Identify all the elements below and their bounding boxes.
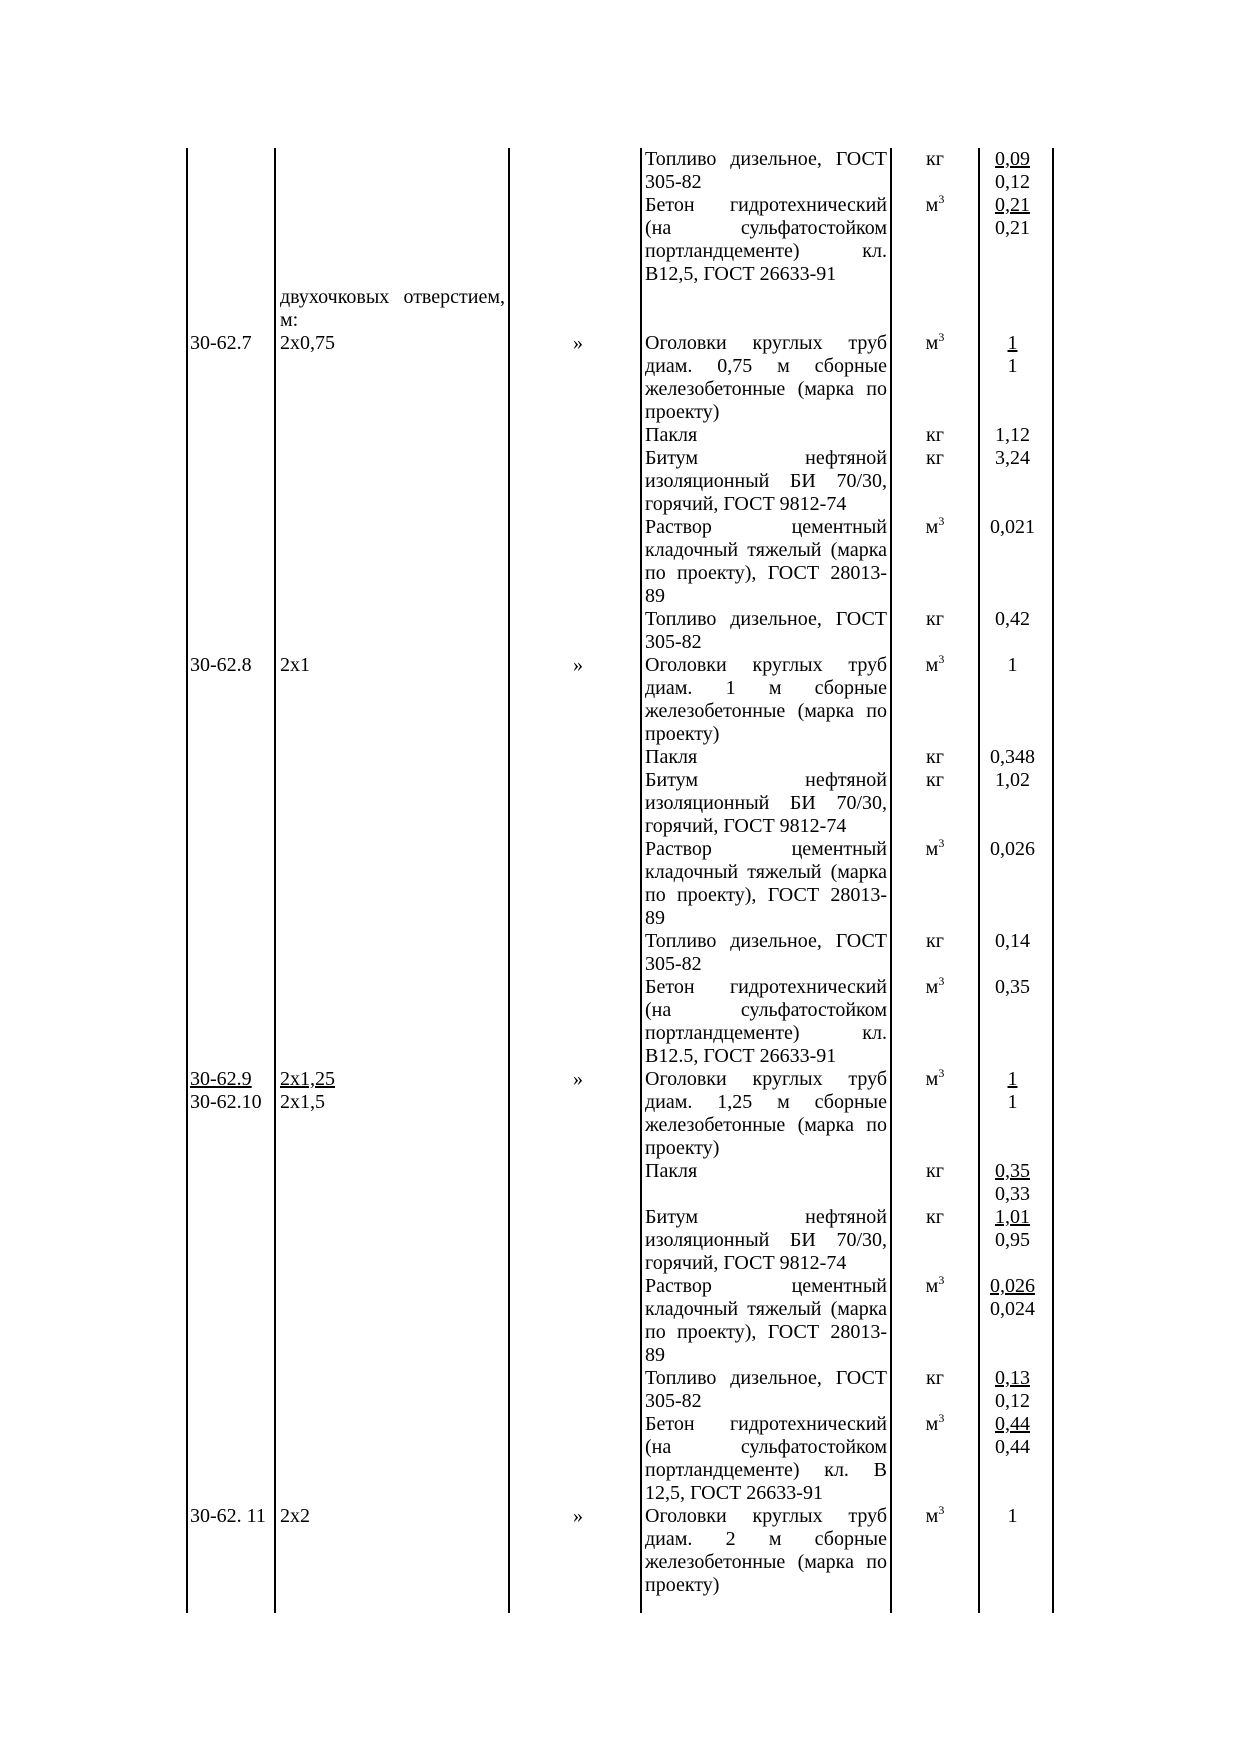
value-line: 0,026: [990, 1275, 1035, 1297]
row-size: 2х0,75: [280, 332, 335, 354]
material-line: 305-82: [645, 631, 702, 653]
value-line: 0,21: [995, 217, 1030, 239]
value-line: 1: [1007, 332, 1018, 354]
value-line: 0,95: [995, 1229, 1030, 1251]
value-line: 0,35: [995, 976, 1030, 998]
row-value: [975, 930, 1050, 953]
row-unit: [895, 148, 975, 171]
row-unit: [895, 746, 975, 769]
row-value: [975, 1275, 1050, 1321]
material-line: Бетон гидротехнический: [645, 976, 887, 998]
unit-exponent: 3: [938, 1273, 945, 1287]
size-header-text: двухочковых отверстием, м:: [280, 286, 505, 331]
material-line: изоляционный БИ 70/30,: [645, 1229, 887, 1251]
row-unit: [895, 769, 975, 792]
row-ditto-mark: »: [573, 1505, 583, 1527]
material-line: Топливо дизельное, ГОСТ: [645, 608, 887, 630]
row-value: [975, 769, 1050, 792]
column-divider: [1052, 148, 1054, 1613]
material-line: Топливо дизельное, ГОСТ: [645, 1367, 887, 1389]
unit-exponent: 3: [938, 974, 945, 988]
row-code: 30-62.8: [190, 654, 252, 676]
material-line: Оголовки круглых труб: [645, 1505, 887, 1527]
material-line: Оголовки круглых труб: [645, 1068, 887, 1090]
material-line: портландцементе) кл.: [645, 240, 887, 262]
unit-text: кг: [926, 148, 944, 170]
row-material: [645, 332, 887, 424]
unit-text: м: [925, 332, 939, 354]
unit-text: м: [925, 1275, 939, 1297]
row-ditto-mark: »: [573, 1068, 583, 1090]
row-unit: [895, 516, 975, 539]
row-unit: [895, 424, 975, 447]
material-line: диам. 1 м сборные: [645, 677, 887, 699]
value-line: 3,24: [995, 447, 1030, 469]
material-line: Битум нефтяной: [645, 1206, 887, 1228]
row-material: [645, 1068, 887, 1160]
value-line: 0,026: [990, 838, 1035, 860]
material-line: 305-82: [645, 953, 702, 975]
row-size: 2х2: [280, 1505, 310, 1527]
material-line: Топливо дизельное, ГОСТ: [645, 148, 887, 170]
value-line: 0,024: [990, 1298, 1035, 1320]
row-material: [645, 930, 887, 976]
row-code: 30-62.7: [190, 332, 252, 354]
unit-text: кг: [926, 1206, 944, 1228]
row-value: [975, 1505, 1050, 1528]
value-line: 1,02: [995, 769, 1030, 791]
material-line: 89: [645, 585, 665, 607]
material-line: диам. 0,75 м сборные: [645, 355, 887, 377]
unit-text: кг: [926, 1367, 944, 1389]
material-line: Раствор цементный: [645, 838, 887, 860]
material-line: В12,5, ГОСТ 26633-91: [645, 263, 837, 285]
material-line: Оголовки круглых труб: [645, 654, 887, 676]
material-line: Бетон гидротехнический: [645, 194, 887, 216]
value-line: 0,44: [995, 1436, 1030, 1458]
value-line: 0,021: [990, 516, 1035, 538]
material-line: горячий, ГОСТ 9812-74: [645, 815, 847, 837]
unit-text: м: [925, 1505, 939, 1527]
row-value: [975, 424, 1050, 447]
row-unit: [895, 930, 975, 953]
material-line: 305-82: [645, 1390, 702, 1412]
row-material: [645, 1160, 887, 1183]
row-value: [975, 1413, 1050, 1459]
row-value: [975, 608, 1050, 631]
value-line: 1: [1007, 1505, 1018, 1527]
row-code: 30-62.9: [190, 1068, 252, 1090]
value-line: 0,13: [995, 1367, 1030, 1389]
unit-text: кг: [926, 746, 944, 768]
unit-text: кг: [926, 424, 944, 446]
value-line: 0,42: [995, 608, 1030, 630]
value-line: 1: [1007, 1091, 1018, 1113]
material-line: железобетонные (марка по: [645, 1114, 887, 1136]
unit-exponent: 3: [938, 330, 945, 344]
material-line: Пакля: [645, 746, 698, 768]
row-code: 30-62. 11: [190, 1505, 266, 1527]
material-line: железобетонные (марка по: [645, 700, 887, 722]
row-size: 2х1: [280, 654, 310, 676]
material-line: Битум нефтяной: [645, 769, 887, 791]
material-line: Топливо дизельное, ГОСТ: [645, 930, 887, 952]
material-line: Пакля: [645, 424, 698, 446]
row-material: [645, 654, 887, 746]
row-unit: [895, 1206, 975, 1229]
unit-exponent: 3: [938, 514, 945, 528]
value-line: 0,12: [995, 171, 1030, 193]
material-line: по проекту), ГОСТ 28013-: [645, 1321, 887, 1343]
material-line: проекту): [645, 1137, 720, 1159]
row-unit: [895, 1413, 975, 1436]
row-unit: [895, 1068, 975, 1091]
unit-exponent: 3: [938, 1503, 945, 1517]
material-line: Раствор цементный: [645, 516, 887, 538]
material-line: Битум нефтяной: [645, 447, 887, 469]
material-line: кладочный тяжелый (марка: [645, 539, 887, 561]
row-unit: [895, 447, 975, 470]
column-divider: [640, 148, 642, 1613]
row-value: [975, 148, 1050, 194]
row-material: [645, 424, 887, 447]
unit-text: м: [925, 838, 939, 860]
row-material: [645, 1413, 887, 1505]
material-line: проекту): [645, 723, 720, 745]
material-line: диам. 2 м сборные: [645, 1528, 887, 1550]
material-line: (на сульфатостойком: [645, 999, 887, 1021]
column-divider: [890, 148, 892, 1613]
row-unit: [895, 194, 975, 217]
value-line: 0,33: [995, 1183, 1030, 1205]
material-line: Пакля: [645, 1160, 698, 1182]
row-size: 2х1,25: [280, 1068, 335, 1090]
unit-exponent: 3: [938, 1066, 945, 1080]
material-line: 305-82: [645, 171, 702, 193]
value-line: 0,21: [995, 194, 1030, 216]
value-line: 1,01: [995, 1206, 1030, 1228]
unit-text: м: [925, 194, 939, 216]
unit-text: м: [925, 1068, 939, 1090]
unit-exponent: 3: [938, 836, 945, 850]
material-line: Бетон гидротехнический: [645, 1413, 887, 1435]
row-value: [975, 194, 1050, 240]
material-line: 89: [645, 907, 665, 929]
row-material: [645, 447, 887, 516]
row-material: [645, 1367, 887, 1413]
column-divider: [508, 148, 510, 1613]
row-material: [645, 976, 887, 1068]
column-divider: [186, 148, 188, 1613]
material-line: Оголовки круглых труб: [645, 332, 887, 354]
value-line: 1,12: [995, 424, 1030, 446]
material-line: кладочный тяжелый (марка: [645, 1298, 887, 1320]
material-line: 12,5, ГОСТ 26633-91: [645, 1482, 823, 1504]
row-unit: [895, 1505, 975, 1528]
row-material: [645, 1275, 887, 1367]
row-value: [975, 976, 1050, 999]
value-line: 1: [1007, 355, 1018, 377]
column-divider: [274, 148, 276, 1613]
material-line: портландцементе) кл.: [645, 1022, 887, 1044]
material-line: Раствор цементный: [645, 1275, 887, 1297]
value-line: 0,348: [990, 746, 1035, 768]
value-line: 0,44: [995, 1413, 1030, 1435]
row-value: [975, 1206, 1050, 1252]
row-material: [645, 769, 887, 838]
material-line: горячий, ГОСТ 9812-74: [645, 1252, 847, 1274]
material-line: горячий, ГОСТ 9812-74: [645, 493, 847, 515]
value-line: 0,12: [995, 1390, 1030, 1412]
value-line: 0,09: [995, 148, 1030, 170]
unit-text: кг: [926, 447, 944, 469]
material-line: железобетонные (марка по: [645, 1551, 887, 1573]
row-unit: [895, 1275, 975, 1298]
material-line: железобетонные (марка по: [645, 378, 887, 400]
row-unit: [895, 654, 975, 677]
unit-text: кг: [926, 1160, 944, 1182]
row-ditto-mark: »: [573, 332, 583, 354]
row-unit: [895, 976, 975, 999]
material-line: по проекту), ГОСТ 28013-: [645, 884, 887, 906]
row-value: [975, 1160, 1050, 1206]
row-material: [645, 746, 887, 769]
unit-text: кг: [926, 769, 944, 791]
row-material: [645, 838, 887, 930]
material-line: проекту): [645, 1574, 720, 1596]
row-unit: [895, 332, 975, 355]
unit-text: м: [925, 654, 939, 676]
row-value: [975, 746, 1050, 769]
row-value: [975, 838, 1050, 861]
row-material: [645, 1206, 887, 1275]
value-line: 0,14: [995, 930, 1030, 952]
row-size: 2х1,5: [280, 1091, 325, 1113]
row-value: [975, 1367, 1050, 1413]
material-line: изоляционный БИ 70/30,: [645, 792, 887, 814]
row-value: [975, 516, 1050, 539]
unit-text: м: [925, 516, 939, 538]
row-value: [975, 654, 1050, 677]
row-value: [975, 1068, 1050, 1114]
unit-exponent: 3: [938, 652, 945, 666]
unit-text: м: [925, 1413, 939, 1435]
row-unit: [895, 838, 975, 861]
material-line: (на сульфатостойком: [645, 217, 887, 239]
unit-exponent: 3: [938, 1411, 945, 1425]
row-material: [645, 516, 887, 608]
unit-text: кг: [926, 930, 944, 952]
row-material: [645, 608, 887, 654]
material-line: по проекту), ГОСТ 28013-: [645, 562, 887, 584]
row-unit: [895, 608, 975, 631]
material-line: диам. 1,25 м сборные: [645, 1091, 887, 1113]
row-material: [645, 194, 887, 286]
row-code: 30-62.10: [190, 1091, 262, 1113]
material-line: 89: [645, 1344, 665, 1366]
unit-text: м: [925, 976, 939, 998]
row-unit: [895, 1367, 975, 1390]
material-line: В12.5, ГОСТ 26633-91: [645, 1045, 837, 1067]
row-material: [645, 1505, 887, 1597]
row-value: [975, 447, 1050, 470]
row-unit: [895, 1160, 975, 1183]
value-line: 1: [1007, 654, 1018, 676]
material-line: изоляционный БИ 70/30,: [645, 470, 887, 492]
value-line: 1: [1007, 1068, 1018, 1090]
row-material: [645, 148, 887, 194]
unit-exponent: 3: [938, 192, 945, 206]
material-line: портландцементе) кл. В: [645, 1459, 887, 1481]
row-value: [975, 332, 1050, 378]
unit-text: кг: [926, 608, 944, 630]
material-line: проекту): [645, 401, 720, 423]
material-line: кладочный тяжелый (марка: [645, 861, 887, 883]
row-ditto-mark: »: [573, 654, 583, 676]
material-line: (на сульфатостойком: [645, 1436, 887, 1458]
value-line: 0,35: [995, 1160, 1030, 1182]
